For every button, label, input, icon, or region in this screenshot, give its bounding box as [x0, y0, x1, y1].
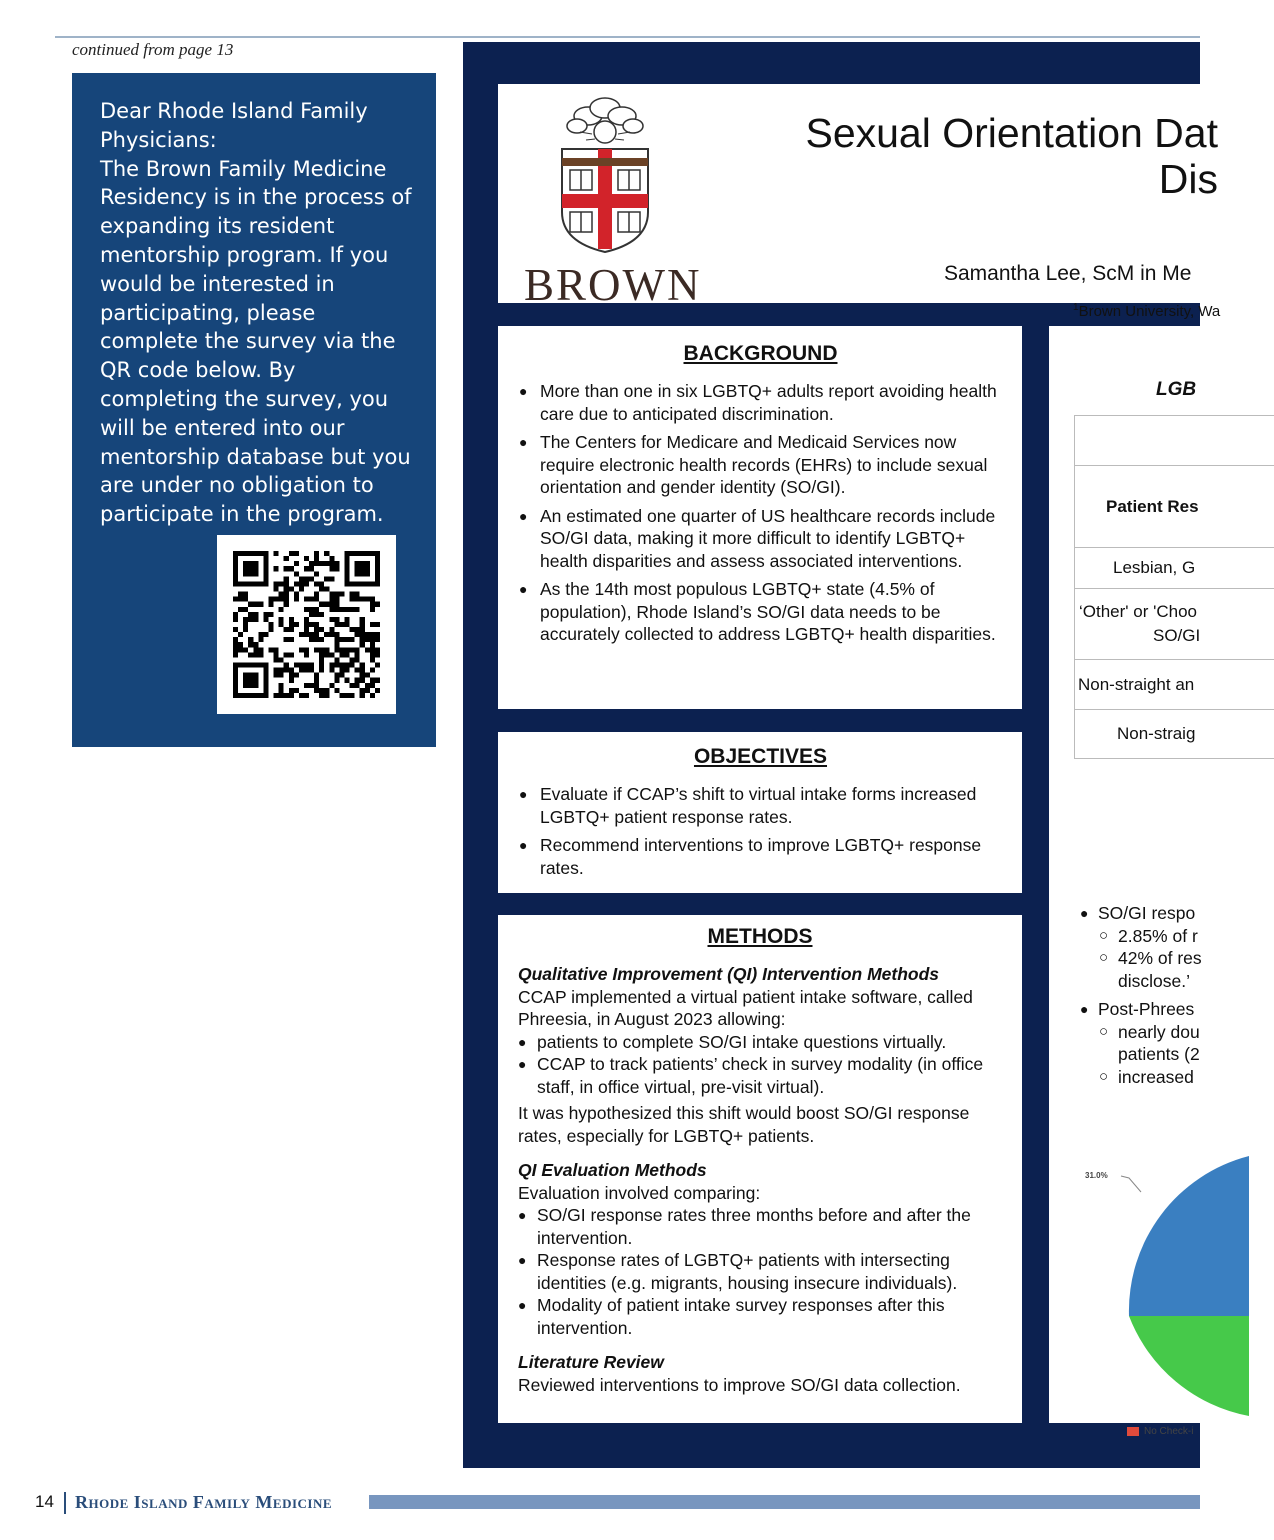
pie-slice-blue — [1129, 1156, 1249, 1316]
table-cell: ‘Other' or 'Choo — [1079, 602, 1197, 621]
qi-evaluation-heading: QI Evaluation Methods — [518, 1160, 707, 1180]
methods-heading: METHODS — [707, 925, 813, 948]
background-section — [498, 326, 1022, 709]
list-item: ○ increased — [1080, 1066, 1202, 1089]
table-row: Lesbian, G — [1075, 548, 1274, 589]
qi-evaluation-text: Evaluation involved comparing: — [518, 1182, 761, 1203]
table-row: Non-straight an — [1075, 660, 1274, 710]
background-heading: BACKGROUND — [683, 342, 838, 365]
list-item: ● patients to complete SO/GI intake questions virtually. — [518, 1031, 1002, 1054]
affiliation-text: Brown University, Wa — [1078, 303, 1221, 320]
background-list — [519, 380, 1002, 646]
list-item: ○ nearly dou — [1080, 1021, 1202, 1044]
list-item: ● SO/GI response rates three months before and after the intervention. — [518, 1204, 1002, 1249]
results-heading: LGB — [1156, 379, 1197, 400]
literature-review-heading: Literature Review — [518, 1352, 664, 1372]
list-item: ● Post-Phrees — [1080, 998, 1202, 1021]
list-item: ● Recommend interventions to improve LGBTQ+ response rates. — [519, 834, 1002, 879]
qi-methods-heading: Qualitative Improvement (QI) Intervention Methods — [518, 964, 940, 984]
table-row — [1075, 416, 1274, 466]
legend-label: No Check-i — [1144, 1426, 1194, 1437]
results-pie-chart — [1049, 1086, 1249, 1386]
list-item: ○ 42% of res — [1080, 947, 1202, 970]
title-line-1: Sexual Orientation Dat — [805, 110, 1218, 156]
footer-separator — [64, 1492, 66, 1514]
mentorship-sidebar — [72, 73, 436, 747]
list-item: ● Evaluate if CCAP’s shift to virtual intake forms increased LGBTQ+ patient response rates. — [519, 783, 1002, 828]
mentorship-body: The Brown Family Medicine Residency is in the process of expanding its resident mentorship program. If you would be interested in participating, please complete the survey via the QR code below. By completing the survey, you will be entered into our mentorship database but you are under no obligation to participate in the program. — [100, 156, 412, 527]
legend-swatch-red — [1127, 1427, 1139, 1436]
table-row — [1075, 589, 1274, 660]
mentorship-greeting: Dear Rhode Island Family Physicians: — [100, 99, 368, 152]
qr-code-icon — [233, 551, 380, 698]
table-row: Patient Res — [1075, 466, 1274, 548]
objectives-list — [519, 783, 1002, 879]
objectives-section — [498, 732, 1022, 893]
pie-slice-green — [1129, 1316, 1249, 1416]
qi-methods-text: CCAP implemented a virtual patient intake software, called Phreesia, in August 2023 allowing: — [518, 986, 973, 1029]
poster-affiliation — [1073, 302, 1220, 320]
list-item: ● SO/GI respo — [1080, 902, 1202, 925]
list-item: ● An estimated one quarter of US healthcare records include SO/GI data, making it more difficult to identify LGBTQ+ health disparities and assess associated interventions. — [519, 505, 1002, 573]
results-table — [1074, 415, 1274, 759]
continued-note: continued from page 13 — [72, 40, 234, 59]
page-number: 14 — [35, 1492, 54, 1511]
table-row: Non-straig — [1075, 710, 1274, 759]
qi-hypothesis: It was hypothesized this shift would boost SO/GI response rates, especially for LGBTQ+ patients. — [518, 1103, 970, 1146]
qi-evaluation-list — [518, 1204, 1002, 1339]
qi-methods-list — [518, 1031, 1002, 1099]
list-item: ● Response rates of LGBTQ+ patients with intersecting identities (e.g. migrants, housing insecure individuals). — [518, 1249, 1002, 1294]
list-item: ○ 2.85% of r — [1080, 925, 1202, 948]
list-item: disclose.’ — [1118, 970, 1190, 991]
qr-code[interactable] — [217, 535, 396, 714]
list-item: ● More than one in six LGBTQ+ adults report avoiding health care due to anticipated discrimination. — [519, 380, 1002, 425]
research-poster — [463, 42, 1221, 1468]
pie-label-leader — [1121, 1176, 1141, 1192]
results-section — [1049, 326, 1249, 1437]
list-item: ● Modality of patient intake survey responses after this intervention. — [518, 1294, 1002, 1339]
affiliation-superscript: 1 — [1073, 302, 1079, 313]
results-list — [1080, 902, 1202, 1088]
poster-title — [798, 110, 1218, 202]
top-rule — [55, 36, 1200, 38]
mentorship-message — [100, 97, 418, 529]
pie-label: 31.0% — [1085, 1171, 1108, 1180]
objectives-heading: OBJECTIVES — [693, 745, 828, 768]
list-item: ● As the 14th most populous LGBTQ+ state (4.5% of population), Rhode Island’s SO/GI data needs to be accurately collected to address LGBTQ+ health disparities. — [519, 578, 1002, 646]
footer-band — [369, 1495, 1200, 1509]
methods-section — [498, 915, 1022, 1423]
brown-shield-icon — [520, 94, 690, 254]
pie-legend — [1127, 1426, 1193, 1437]
brown-logo — [520, 94, 702, 310]
poster-header — [498, 84, 1221, 320]
poster-author: Samantha Lee, ScM in Me — [944, 262, 1192, 285]
logo-wordmark: BROWN — [524, 260, 702, 310]
list-item: ● The Centers for Medicare and Medicaid Services now require electronic health records (EHRs) to include sexual orientation and gender identity (SO/GI). — [519, 431, 1002, 499]
literature-review-text: Reviewed interventions to improve SO/GI data collection. — [518, 1374, 961, 1395]
page-footer — [0, 1488, 1200, 1518]
title-line-2: Dis — [1158, 156, 1218, 202]
table-cell: SO/GI — [1153, 626, 1201, 645]
list-item: patients (2 — [1118, 1044, 1200, 1064]
list-item: ● CCAP to track patients’ check in survey modality (in office staff, in office virtual, pre-visit virtual). — [518, 1053, 1002, 1098]
journal-name: Rhode Island Family Medicine — [75, 1492, 333, 1512]
